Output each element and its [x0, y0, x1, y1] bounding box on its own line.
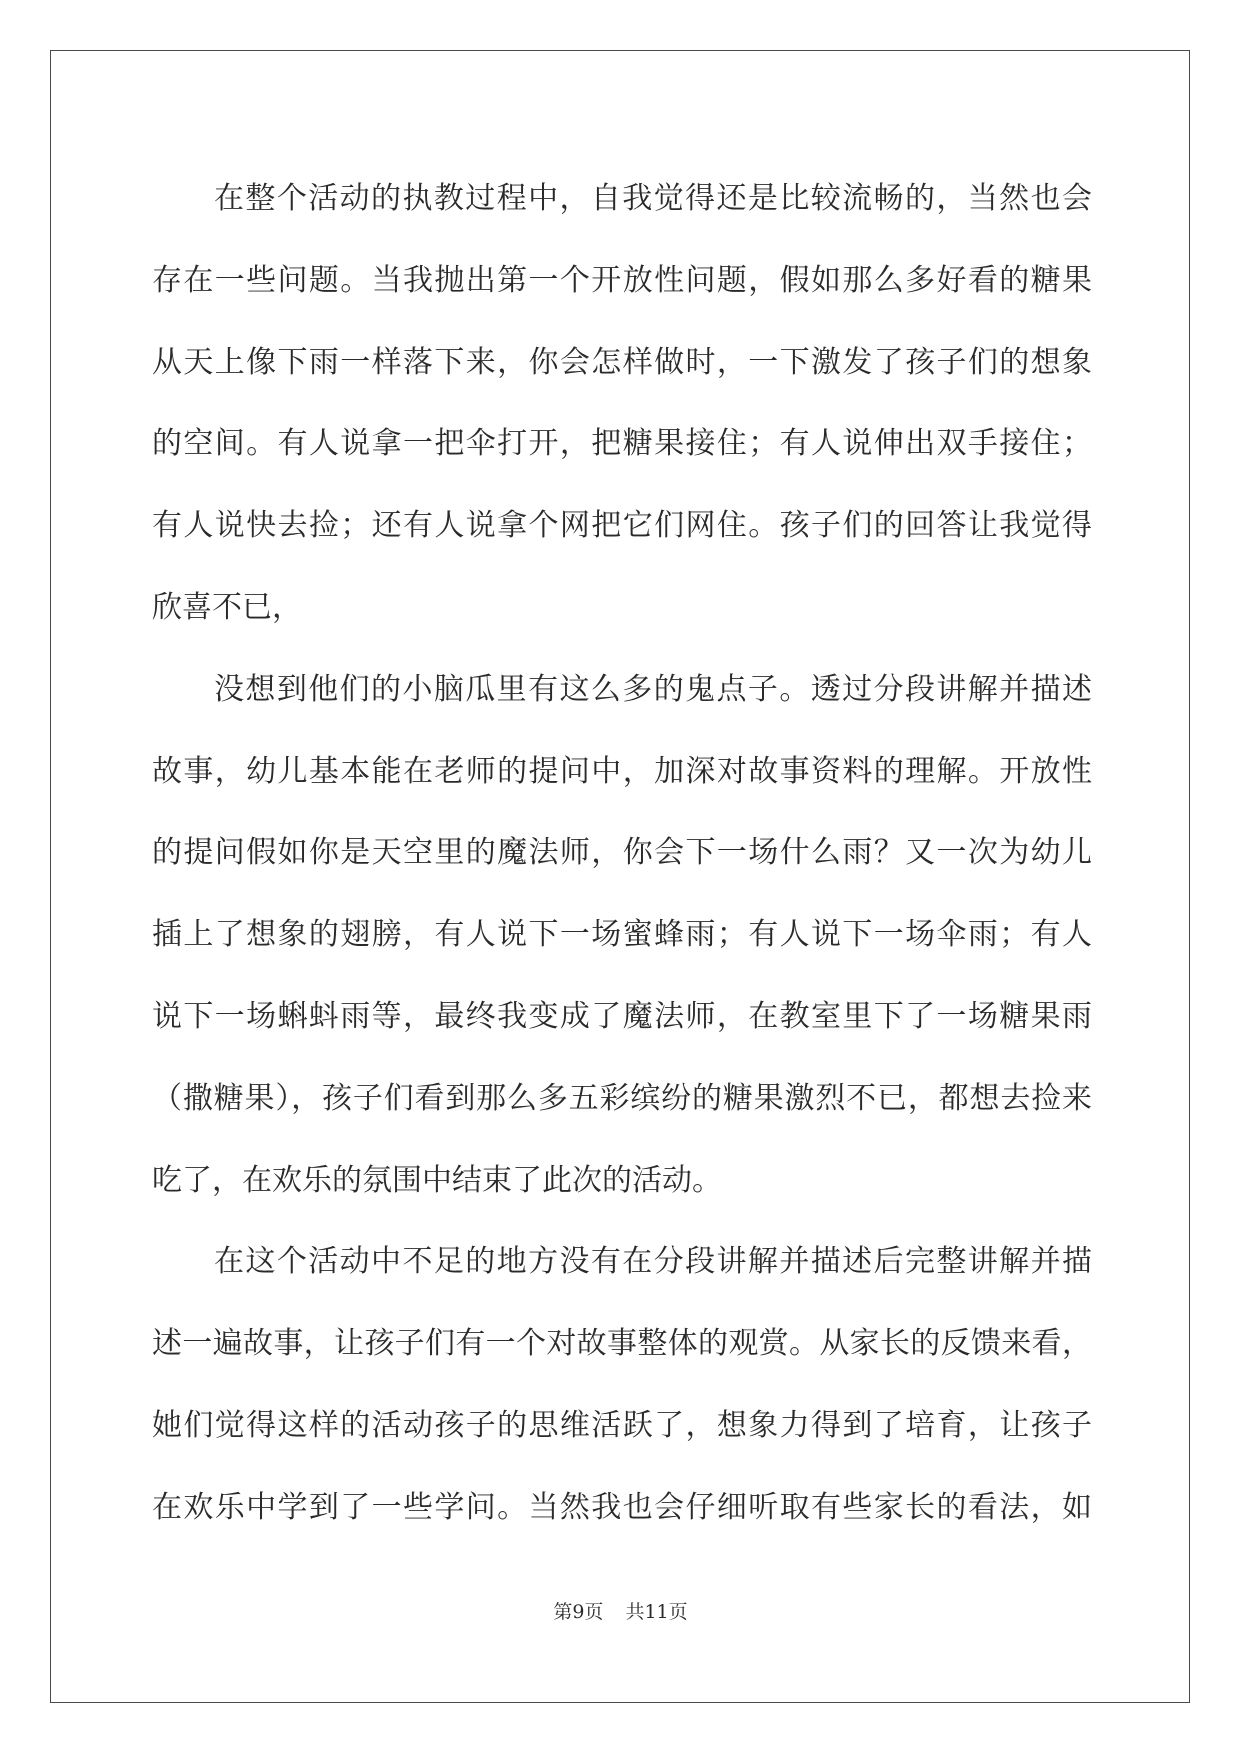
- text-line: 述一遍故事，让孩子们有一个对故事整体的观赏。从家长的反馈来看，: [152, 1326, 1092, 1362]
- text-line: 存在一些问题。当我抛出第一个开放性问题，假如那么多好看的糖果: [152, 262, 1092, 298]
- text-line: 的空间。有人说拿一把伞打开，把糖果接住；有人说伸出双手接住；: [152, 426, 1092, 462]
- text-line: 没想到他们的小脑瓜里有这么多的鬼点子。透过分段讲解并描述: [214, 671, 1092, 707]
- page-number: 第9页: [553, 1601, 604, 1623]
- document-body: [152, 158, 1092, 1549]
- text-line: 她们觉得这样的活动孩子的思维活跃了，想象力得到了培育，让孩子: [152, 1407, 1092, 1443]
- text-line: （撒糖果），孩子们看到那么多五彩缤纷的糖果激烈不已，都想去捡来: [152, 1080, 1092, 1116]
- paragraph-1: [152, 158, 1092, 649]
- paragraph-3: [152, 1221, 1092, 1548]
- text-line: 在整个活动的执教过程中，自我觉得还是比较流畅的，当然也会: [214, 181, 1092, 216]
- text-line: 有人说快去捡；还有人说拿个网把它们网住。孩子们的回答让我觉得: [152, 508, 1092, 544]
- text-line: 说下一场蝌蚪雨等，最终我变成了魔法师，在教室里下了一场糖果雨: [152, 998, 1092, 1034]
- text-line: 插上了想象的翅膀，有人说下一场蜜蜂雨；有人说下一场伞雨；有人: [152, 917, 1092, 953]
- text-line: 吃了，在欢乐的氛围中结束了此次的活动。: [152, 1162, 722, 1198]
- text-line: 在这个活动中不足的地方没有在分段讲解并描述后完整讲解并描: [214, 1244, 1092, 1280]
- text-line: 在欢乐中学到了一些学问。当然我也会仔细听取有些家长的看法，如: [152, 1489, 1092, 1525]
- text-line: 欣喜不已，: [152, 589, 302, 625]
- paragraph-2: [152, 649, 1092, 1222]
- page-total: 共11页: [625, 1601, 688, 1623]
- text-line: 的提问假如你是天空里的魔法师，你会下一场什么雨？又一次为幼儿: [152, 835, 1092, 871]
- text-line: 从天上像下雨一样落下来，你会怎样做时，一下激发了孩子们的想象: [152, 344, 1092, 380]
- page-footer: [0, 1597, 1241, 1624]
- text-line: 故事，幼儿基本能在老师的提问中，加深对故事资料的理解。开放性: [152, 753, 1092, 789]
